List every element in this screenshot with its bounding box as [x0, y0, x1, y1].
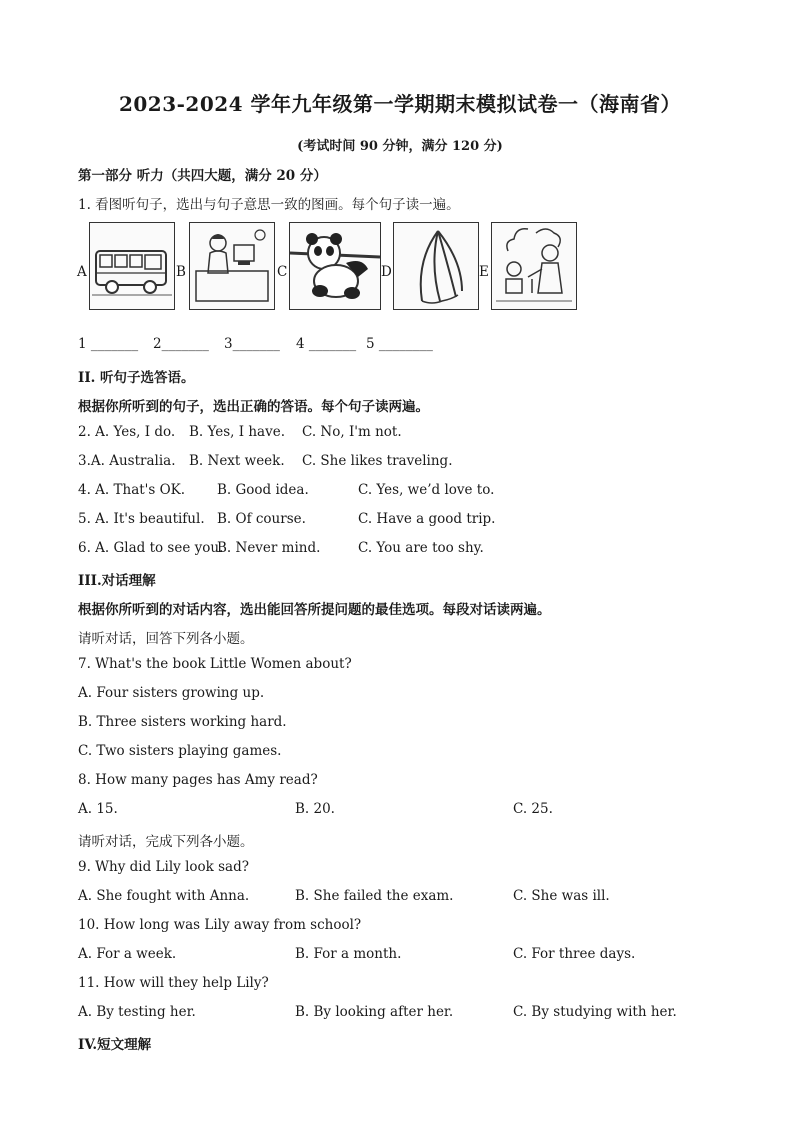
- part1-heading: 第一部分 听力（共四大题，满分 20 分）: [78, 168, 327, 184]
- option-4b[interactable]: B. Good idea.: [217, 482, 309, 498]
- option-11b[interactable]: B. By looking after her.: [295, 1004, 454, 1020]
- answer-blank-2[interactable]: 2_______: [153, 336, 209, 352]
- option-8a[interactable]: A. 15.: [78, 801, 118, 817]
- answer-blank-1[interactable]: 1 _______: [78, 336, 139, 352]
- dialog-1-intro: 请听对话，回答下列各小题。: [78, 631, 254, 647]
- question-11: 11. How will they help Lily?: [78, 975, 269, 991]
- computer-desk-icon: [189, 222, 275, 310]
- watering-plant-icon: [491, 222, 577, 310]
- option-6c[interactable]: C. You are too shy.: [358, 540, 484, 556]
- picture-letter-b: B: [176, 264, 186, 280]
- option-9b[interactable]: B. She failed the exam.: [295, 888, 454, 904]
- option-11c[interactable]: C. By studying with her.: [513, 1004, 677, 1020]
- panda-icon: [289, 222, 381, 310]
- dialog-2-intro: 请听对话，完成下列各小题。: [78, 834, 254, 850]
- question-9: 9. Why did Lily look sad?: [78, 859, 249, 875]
- option-9c[interactable]: C. She was ill.: [513, 888, 610, 904]
- option-8b[interactable]: B. 20.: [295, 801, 335, 817]
- option-6b[interactable]: B. Never mind.: [217, 540, 321, 556]
- picture-letter-c: C: [277, 264, 288, 280]
- option-4c[interactable]: C. Yes, we’d love to.: [358, 482, 495, 498]
- option-10a[interactable]: A. For a week.: [78, 946, 177, 962]
- page-title: 2023-2024 学年九年级第一学期期末模拟试卷一（海南省）: [118, 92, 682, 116]
- option-3c[interactable]: C. She likes traveling.: [302, 453, 453, 469]
- option-5c[interactable]: C. Have a good trip.: [358, 511, 496, 527]
- bus-icon: [89, 222, 175, 310]
- answer-blank-4[interactable]: 4 _______: [296, 336, 357, 352]
- option-8c[interactable]: C. 25.: [513, 801, 553, 817]
- option-10b[interactable]: B. For a month.: [295, 946, 402, 962]
- option-7c[interactable]: C. Two sisters playing games.: [78, 743, 282, 759]
- section-2-instruction: 根据你所听到的句子，选出正确的答语。每个句子读两遍。: [78, 399, 429, 415]
- section-3-instruction: 根据你所听到的对话内容，选出能回答所提问题的最佳选项。每段对话读两遍。: [78, 602, 551, 618]
- answer-blank-3[interactable]: 3_______: [224, 336, 280, 352]
- option-2b[interactable]: B. Yes, I have.: [189, 424, 286, 440]
- picture-letter-d: D: [381, 264, 392, 280]
- option-2c[interactable]: C. No, I'm not.: [302, 424, 402, 440]
- banana-icon: [393, 222, 479, 310]
- option-4a[interactable]: 4. A. That's OK.: [78, 482, 186, 498]
- option-2a[interactable]: 2. A. Yes, I do.: [78, 424, 176, 440]
- option-5b[interactable]: B. Of course.: [217, 511, 306, 527]
- question-8: 8. How many pages has Amy read?: [78, 772, 318, 788]
- option-3b[interactable]: B. Next week.: [189, 453, 285, 469]
- picture-letter-e: E: [479, 264, 489, 280]
- option-5a[interactable]: 5. A. It's beautiful.: [78, 511, 205, 527]
- picture-letter-a: A: [77, 264, 87, 280]
- q1-instruction: 1. 看图听句子，选出与句子意思一致的图画。每个句子读一遍。: [78, 197, 460, 213]
- section-4-heading: IV.短文理解: [78, 1037, 152, 1053]
- option-7a[interactable]: A. Four sisters growing up.: [78, 685, 265, 701]
- section-2-heading: II. 听句子选答语。: [78, 370, 195, 386]
- option-11a[interactable]: A. By testing her.: [78, 1004, 196, 1020]
- answer-blank-5[interactable]: 5 ________: [366, 336, 433, 352]
- option-9a[interactable]: A. She fought with Anna.: [78, 888, 250, 904]
- question-10: 10. How long was Lily away from school?: [78, 917, 362, 933]
- option-6a[interactable]: 6. A. Glad to see you.: [78, 540, 224, 556]
- exam-time-note: (考试时间 90 分钟，满分 120 分): [297, 139, 503, 154]
- option-3a[interactable]: 3.A. Australia.: [78, 453, 176, 469]
- question-7: 7. What's the book Little Women about?: [78, 656, 352, 672]
- option-7b[interactable]: B. Three sisters working hard.: [78, 714, 287, 730]
- section-3-heading: III.对话理解: [78, 573, 156, 589]
- option-10c[interactable]: C. For three days.: [513, 946, 636, 962]
